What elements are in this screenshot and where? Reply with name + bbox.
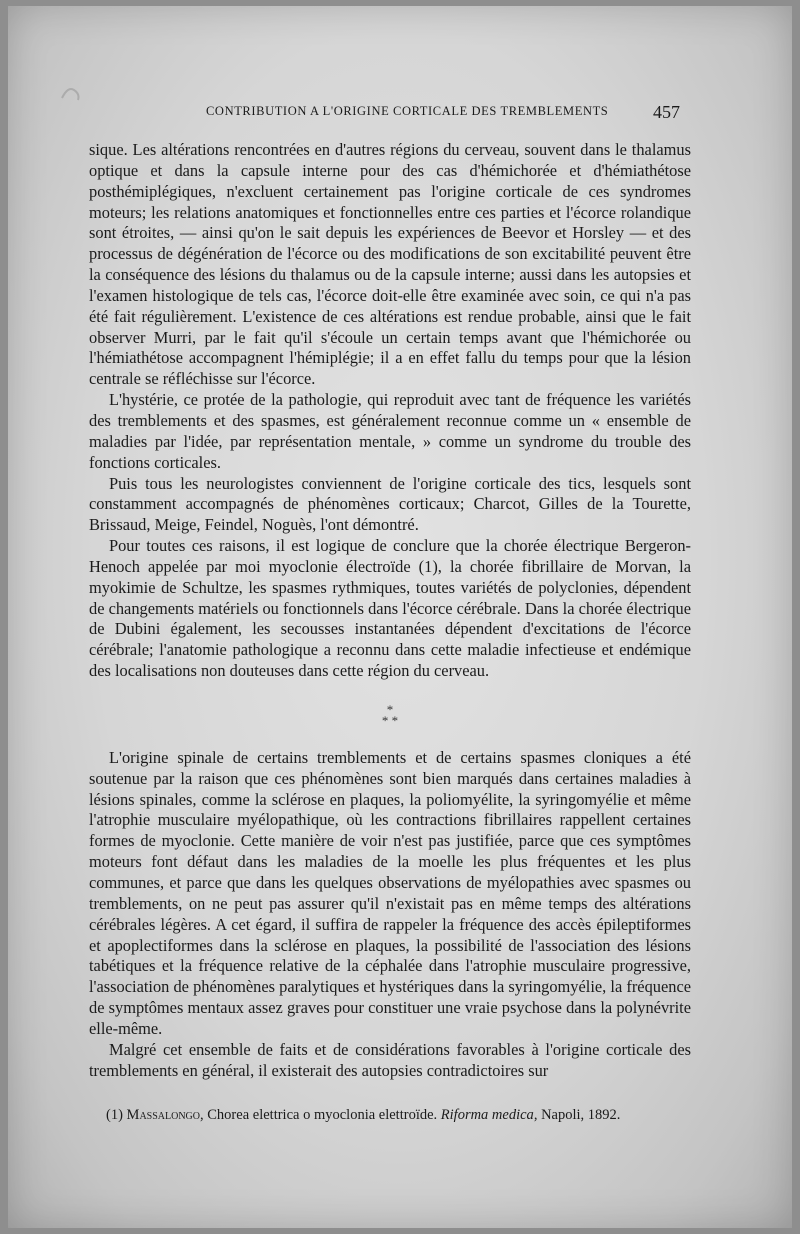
paragraph: L'hystérie, ce protée de la pathologie, qui reproduit avec tant de fréquence les variétés des tremblements et des spasmes, est généralement reconnue comme un « ensemble de maladies par l'idée, par représentation mentale, » comme un syndrome du trouble des fonctions corticales. [89,390,691,472]
footnote-author: Massalongo [126,1107,201,1123]
main-text [89,140,691,1081]
footnote-title: , Chorea elettrica o myoclonia elettroïde. [200,1107,438,1123]
footnote-journal: Riforma medica [440,1107,534,1123]
book-page [8,6,792,1228]
footnote [106,1107,620,1124]
paragraph: Pour toutes ces raisons, il est logique de conclure que la chorée électrique Bergeron-Henoch appelée par moi myoclonie électroïde (1), la chorée fibrillaire de Morvan, la myokimie de Schultze, les spasmes rythmiques, toutes variétés de polyclonies, dépendent de changements matériels ou fonctionnels dans l'écorce cérébrale. Dans la chorée électrique de Dubini également, les secousses instantanées dépendent d'excitations de l'écorce cérébrale; l'anatomie pathologique a reconnu dans cette maladie infectieuse et endémique des localisations non douteuses dans cette région du cerveau. [89,536,691,681]
footnote-number: (1) [106,1107,123,1123]
asterism-bottom: * * [381,712,399,728]
scan-smudge-mark [60,84,82,102]
paragraph: sique. Les altérations rencontrées en d'autres régions du cerveau, souvent dans le thalamus optique et dans la capsule interne pour des cas d'hémichorée et d'hémiathétose posthémiplégiques, n'excluent certainement pas l'origine corticale de ces syndromes moteurs; les relations anatomiques et fonctionnelles entre ces parties et l'écorce rolandique sont étroites, — ainsi qu'on le sait depuis les expériences de Beevor et Horsley — et des processus de dégénération de l'écorce ou des modifications de son excitabilité peuvent être la conséquence des lésions du thalamus ou de la capsule interne; aussi dans les autopsies et l'examen histologique de tels cas, l'écorce doit-elle être examinée avec soin, ce qui n'a pas été fait régulièrement. L'existence de ces altérations est rendue probable, ainsi que le fait observer Murri, par le fait qu'il s'écoule un certain temps avant que l'hémichorée ou l'hémiathétose accompagnent l'hémiplégie; il a en effet fallu du temps pour que la lésion centrale se réfléchisse sur l'écorce. [89,140,691,389]
footnote-place: , Napoli, 1892. [533,1107,621,1123]
page-header [8,102,792,124]
asterism-top: * [386,701,394,717]
paragraph: Puis tous les neurologistes conviennent de l'origine corticale des tics, lesquels sont constamment accompagnés de phénomènes corticaux; Charcot, Gilles de la Tourette, Brissaud, Meige, Feindel, Noguès, l'ont démontré. [89,473,691,535]
running-title: CONTRIBUTION A L'ORIGINE CORTICALE DES TREMBLEMENTS [206,104,609,118]
section-asterism [89,701,691,728]
paragraph: L'origine spinale de certains tremblements et de certains spasmes cloniques a été soutenue par la raison que ces phénomènes sont bien marqués dans certaines maladies à lésions spinales, comme la sclérose en plaques, la poliomyélite, la syringomyélie et même l'atrophie musculaire myélopathique, où les contractions fibrillaires rappellent certaines formes de myoclonie. Cette manière de voir n'est pas justifiée, parce que ces symptômes moteurs font défaut dans les maladies de la moelle les plus fréquentes et les plus communes, et parce que dans les quelques observations de myélopathies avec spasmes ou tremblements, on ne peut pas assurer qu'il n'existait pas en même temps des altérations cérébrales légères. A cet égard, il suffira de rappeler la fréquence des accès épileptiformes et apoplectiformes dans la sclérose en plaques, la possibilité de l'association des lésions tabétiques et la fréquence relative de la céphalée dans l'atrophie musculaire progressive, l'association de phénomènes paralytiques et hystériques dans la syringomyélie, la fréquence de symptômes mentaux assez graves pour constituer une vraie psychose dans la polynévrite elle-même. [89,747,691,1038]
page-number: 457 [653,102,680,122]
paragraph: Malgré cet ensemble de faits et de considérations favorables à l'origine corticale des tremblements en général, il existerait des autopsies contradictoires sur [89,1039,691,1080]
